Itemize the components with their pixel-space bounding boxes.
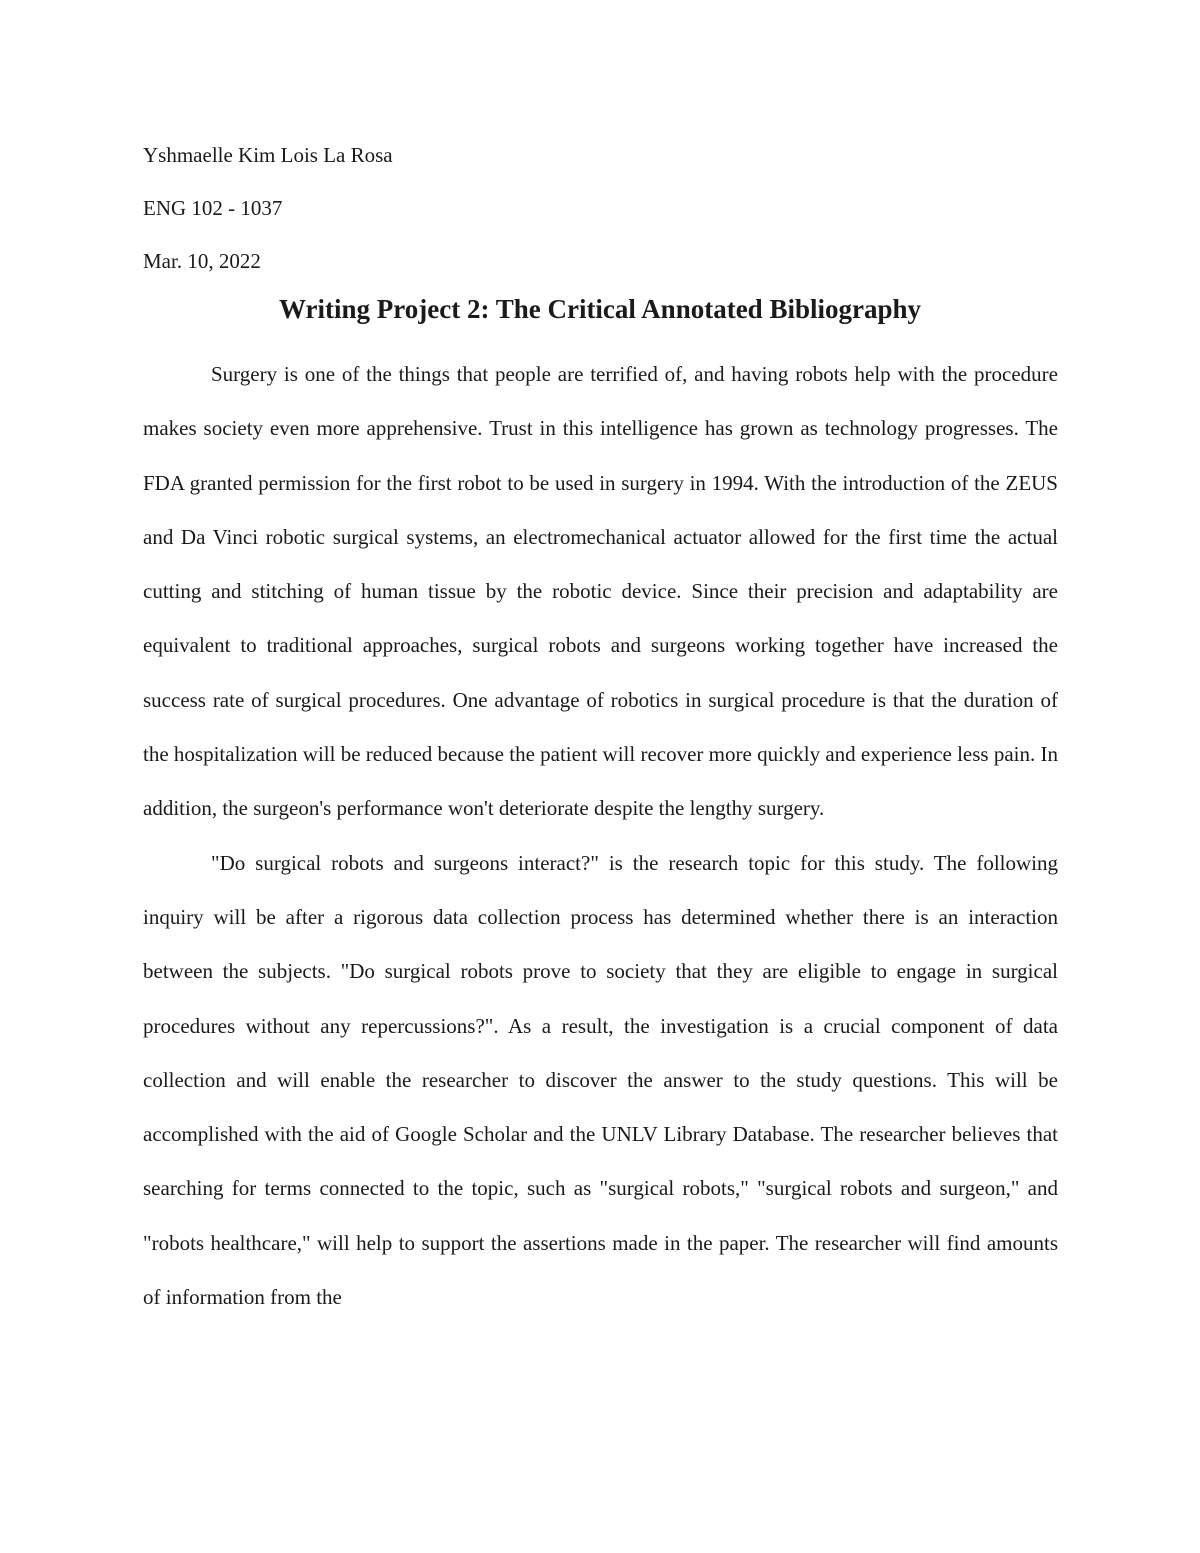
document-date: Mar. 10, 2022 [143, 249, 261, 273]
paragraph-1: Surgery is one of the things that people are terrified of, and having robots help with the procedure makes society even more apprehensive. Trust in this intelligence has grown as technology progresses. The FDA granted permission for the first robot to be used in surgery in 1994. With the introduction of the ZEUS and Da Vinci robotic surgical systems, an electromechanical actuator allowed for the first time the actual cutting and stitching of human tissue by the robotic device. Since their precision and adaptability are equivalent to traditional approaches, surgical robots and surgeons working together have increased the success rate of surgical procedures. One advantage of robotics in surgical procedure is that the duration of the hospitalization will be reduced because the patient will recover more quickly and experience less pain. In addition, the surgeon's performance won't deteriorate despite the lengthy surgery. [143, 362, 1058, 821]
document-title: Writing Project 2: The Critical Annotated Bibliography [279, 294, 921, 324]
document-body [143, 347, 1058, 1324]
author-name: Yshmaelle Kim Lois La Rosa [143, 143, 393, 167]
course-code: ENG 102 - 1037 [143, 196, 283, 220]
paragraph-2: "Do surgical robots and surgeons interact?" is the research topic for this study. The following inquiry will be after a rigorous data collection process has determined whether there is an interaction between the subjects. "Do surgical robots prove to society that they are eligible to engage in surgical procedures without any repercussions?". As a result, the investigation is a crucial component of data collection and will enable the researcher to discover the answer to the study questions. This will be accomplished with the aid of Google Scholar and the UNLV Library Database. The researcher believes that searching for terms connected to the topic, such as "surgical robots," "surgical robots and surgeon," and "robots healthcare," will help to support the assertions made in the paper. The researcher will find amounts of information from the [143, 850, 1058, 1310]
